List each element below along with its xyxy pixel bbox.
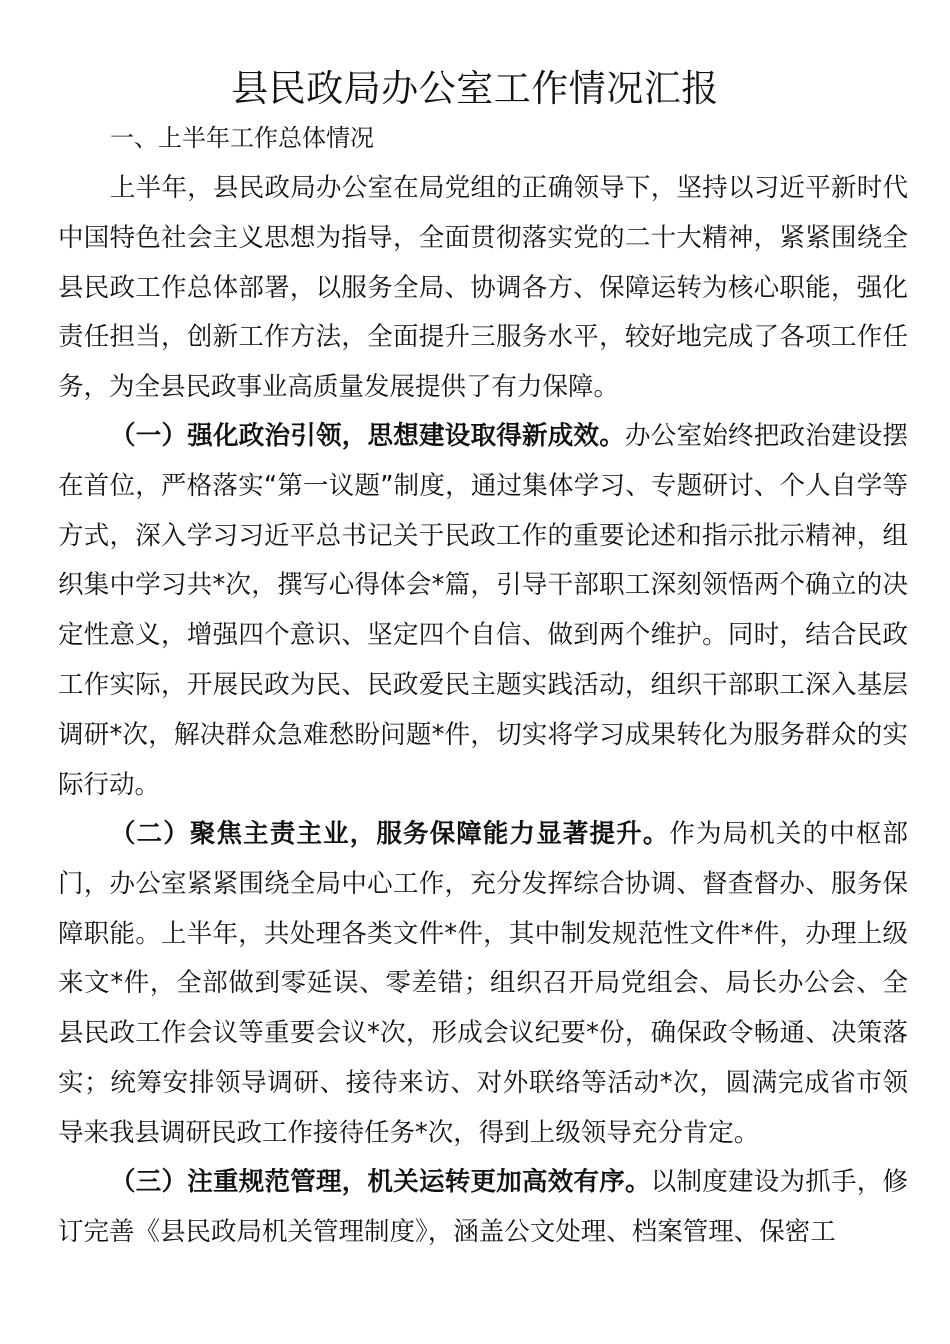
- paragraph-item-3: [58, 1158, 908, 1258]
- paragraph-item-2: [58, 810, 908, 1159]
- paragraph-item-1-lead: （一）强化政治引领，思想建设取得新成效。: [110, 421, 625, 451]
- paragraph-item-2-body: 作为局机关的中枢部门，办公室紧紧围绕全局中心工作，充分发挥综合协调、督查督办、服务保障职能。上半年，共处理各类文件*件，其中制发规范性文件*件，办理上级来文*件，全部做到零延误、零差错；组织召开局党组会、局长办公会、全县民政工作会议等重要会议*次，形成会议纪要*份，确保政令畅通、决策落实；统筹安排领导调研、接待来访、对外联络等活动*次，圆满完成省市领导来我县调研民政工作接待任务*次，得到上级领导充分肯定。: [58, 819, 908, 1148]
- paragraph-item-1: [58, 412, 908, 810]
- document-title: 县民政局办公室工作情况汇报: [231, 67, 719, 110]
- paragraph-item-3-body: 以制度建设为抓手，修订完善《县民政局机关管理制度》，涵盖公文处理、档案管理、保密工: [58, 1167, 908, 1247]
- intro-paragraph: 上半年，县民政局办公室在局党组的正确领导下，坚持以习近平新时代中国特色社会主义思想为指导，全面贯彻落实党的二十大精神，紧紧围绕全县民政工作总体部署，以服务全局、协调各方、保障运转为核心职能，强化责任担当，创新工作方法，全面提升三服务水平，较好地完成了各项工作任务，为全县民政事业高质量发展提供了有力保障。: [58, 173, 908, 403]
- section-heading: 一、上半年工作总体情况: [110, 124, 374, 152]
- paragraph-item-3-lead: （三）注重规范管理，机关运转更加高效有序。: [110, 1167, 651, 1197]
- paragraph-item-1-body: 办公室始终把政治建设摆在首位，严格落实“第一议题”制度，通过集体学习、专题研讨、个人自学等方式，深入学习习近平总书记关于民政工作的重要论述和指示批示精神，组织集中学习共*次，撰写心得体会*篇，引导干部职工深刻领悟两个确立的决定性意义，增强四个意识、坚定四个自信、做到两个维护。同时，结合民政工作实际，开展民政为民、民政爱民主题实践活动，组织干部职工深入基层调研*次，解决群众急难愁盼问题*件，切实将学习成果转化为服务群众的实际行动。: [58, 421, 908, 800]
- paragraph-item-2-lead: （二）聚焦主责主业，服务保障能力显著提升。: [110, 819, 670, 849]
